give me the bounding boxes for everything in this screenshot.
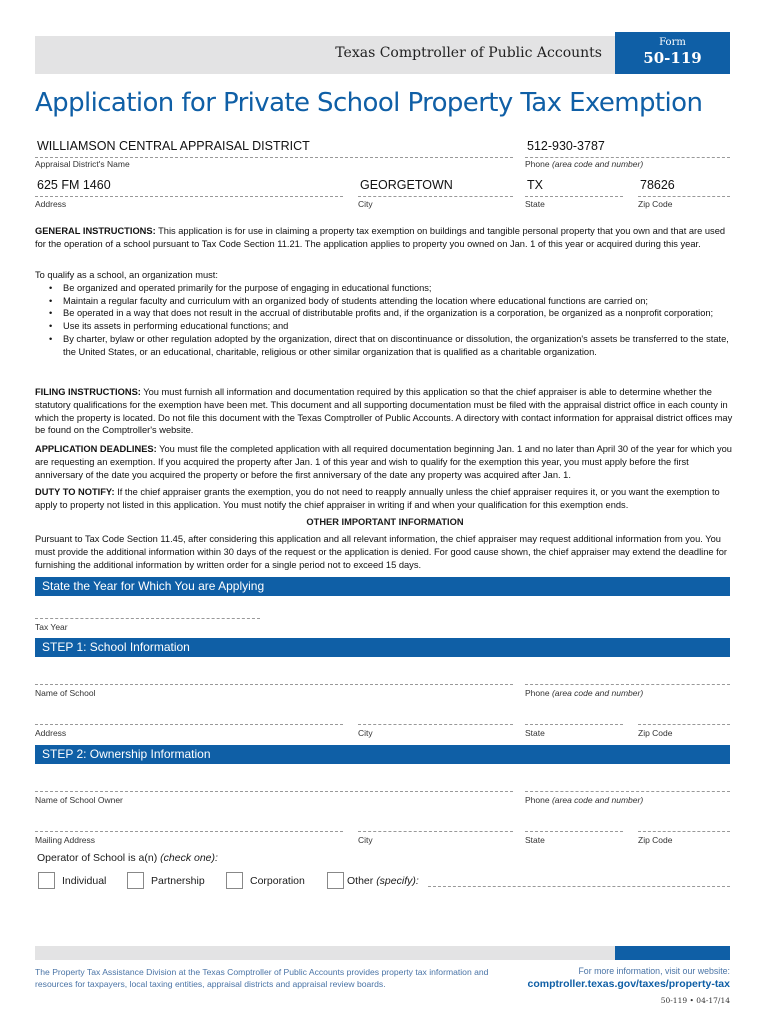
owner-state-label: State	[525, 835, 545, 845]
school-name-label: Name of School	[35, 688, 96, 698]
owner-name-label: Name of School Owner	[35, 795, 123, 805]
school-state-label: State	[525, 728, 545, 738]
owner-city-label: City	[358, 835, 373, 845]
other-checkbox[interactable]	[327, 872, 344, 889]
form-number: 50-119	[643, 49, 702, 67]
owner-phone-input[interactable]	[525, 791, 730, 792]
school-name-input[interactable]	[35, 684, 513, 685]
district-state-value[interactable]: TX	[527, 178, 543, 192]
partnership-label: Partnership	[151, 875, 205, 887]
owner-phone-label: Phone (area code and number)	[525, 795, 644, 805]
mailing-address-label: Mailing Address	[35, 835, 96, 845]
list-item: • Be organized and operated primarily for the purpose of engaging in educational functions;	[47, 282, 735, 295]
district-name-value[interactable]: WILLIAMSON CENTRAL APPRAISAL DISTRICT	[37, 139, 310, 153]
district-zip-value[interactable]: 78626	[640, 178, 675, 192]
partnership-checkbox[interactable]	[127, 872, 144, 889]
owner-state-input[interactable]	[525, 831, 623, 832]
general-instructions: GENERAL INSTRUCTIONS: This application is for use in claiming a property tax exemption on buildings and tangible personal property that you own and that are used for the operation of a school pursuant to Tax Code Section 11.21. The application applies to property you owned on Jan. 1 of this year or acquired during this year.	[35, 226, 726, 249]
district-state-label: State	[525, 199, 545, 209]
footer-website-link[interactable]: comptroller.texas.gov/taxes/property-tax	[527, 978, 730, 990]
owner-city-input[interactable]	[358, 831, 513, 832]
district-phone-line	[525, 157, 730, 158]
other-info-heading: OTHER IMPORTANT INFORMATION	[306, 517, 464, 527]
year-section-header: State the Year for Which You are Applying	[35, 577, 730, 596]
school-address-label: Address	[35, 728, 67, 738]
school-phone-input[interactable]	[525, 684, 730, 685]
school-state-input[interactable]	[525, 724, 623, 725]
list-item: • Use its assets in performing educational functions; and	[47, 320, 735, 333]
district-city-value[interactable]: GEORGETOWN	[360, 178, 453, 192]
school-city-label: City	[358, 728, 373, 738]
form-label: Form	[659, 37, 686, 48]
other-specify-input[interactable]	[428, 886, 730, 887]
individual-checkbox[interactable]	[38, 872, 55, 889]
filing-instructions: FILING INSTRUCTIONS: You must furnish all information and documentation required by this application so that the chief appraiser is able to determine whether the statutory qualifications for the exemption have been met. This document and all supporting documentation must be filed with the appraisal district office in each county in which the property is located. Do not file this document with the Texas Comptroller of Public Accounts. A directory with contact information for appraisal district offices may be found on the Comptroller's website.	[35, 387, 733, 436]
district-name-label: Appraisal District's Name	[35, 159, 130, 169]
operator-prompt: Operator of School is a(n) (check one):	[37, 852, 218, 864]
step1-header: STEP 1: School Information	[35, 638, 730, 657]
footer-accent	[615, 946, 730, 960]
page-title: Application for Private School Property Tax Exemption	[35, 88, 703, 118]
district-name-line	[35, 157, 513, 158]
other-label: Other (specify):	[347, 875, 419, 887]
form-number-box	[615, 32, 730, 74]
district-phone-value[interactable]: 512-930-3787	[527, 139, 605, 153]
mailing-address-input[interactable]	[35, 831, 343, 832]
application-deadlines: APPLICATION DEADLINES: You must file the completed application with all required documentation beginning Jan. 1 and no later than April 30 of the year for which you are requesting an exemption. If you acquired the property after Jan. 1 of this year and wish to qualify for the exemption this year, you must apply before the first anniversary of the date you acquired the property or before the first anniversary of the date any property was acquired after Jan. 1.	[35, 444, 732, 480]
qualify-intro: To qualify as a school, an organization must:	[35, 270, 218, 280]
qualify-list	[47, 282, 735, 359]
corporation-label: Corporation	[250, 875, 305, 887]
district-address-line	[35, 196, 343, 197]
school-address-input[interactable]	[35, 724, 343, 725]
district-address-value[interactable]: 625 FM 1460	[37, 178, 111, 192]
district-address-label: Address	[35, 199, 67, 209]
step2-header: STEP 2: Ownership Information	[35, 745, 730, 764]
tax-year-line[interactable]	[35, 618, 260, 619]
tax-year-label: Tax Year	[35, 622, 68, 632]
district-state-line	[525, 196, 623, 197]
list-item: • By charter, bylaw or other regulation adopted by the organization, direct that on discontinuance or dissolution, the organization's assets be transferred to the state, the United States, or an educational, charitable, religious or other similar organization that is qualified as a charitable organization.	[47, 333, 735, 359]
other-info-text: Pursuant to Tax Code Section 11.45, after considering this application and all relevant information, the chief appraiser may request additional information from you. You must provide the additional information within 30 days of the request or the application is denied. For good cause shown, the chief appraiser may extend the deadline for furnishing the additional information by written order for a single period not to exceed 15 days.	[35, 534, 728, 570]
qualify-section	[35, 269, 735, 359]
list-item: • Maintain a regular faculty and curriculum with an organized body of students attending the location where educational functions are carried on;	[47, 295, 735, 308]
corporation-checkbox[interactable]	[226, 872, 243, 889]
individual-label: Individual	[62, 875, 107, 887]
district-zip-label: Zip Code	[638, 199, 673, 209]
owner-zip-input[interactable]	[638, 831, 730, 832]
footer-form-code: 50-119 • 04-17/14	[660, 996, 730, 1005]
owner-name-input[interactable]	[35, 791, 513, 792]
footer-description: The Property Tax Assistance Division at the Texas Comptroller of Public Accounts provides property tax information and resources for taxpayers, local taxing entities, appraisal districts and appraisal review boards.	[35, 967, 489, 989]
district-zip-line	[638, 196, 730, 197]
agency-name: Texas Comptroller of Public Accounts	[335, 45, 602, 61]
district-city-line	[358, 196, 513, 197]
school-zip-label: Zip Code	[638, 728, 673, 738]
owner-zip-label: Zip Code	[638, 835, 673, 845]
footer-website-intro: For more information, visit our website:	[578, 966, 730, 976]
duty-to-notify: DUTY TO NOTIFY: If the chief appraiser grants the exemption, you do not need to reapply annually unless the chief appraiser requires it, or you want the exemption to apply to property not listed in this application. You must notify the chief appraiser in writing if and when your qualification for this exemption ends.	[35, 487, 720, 510]
school-city-input[interactable]	[358, 724, 513, 725]
district-city-label: City	[358, 199, 373, 209]
school-zip-input[interactable]	[638, 724, 730, 725]
list-item: • Be operated in a way that does not result in the accrual of distributable profits and, if the organization is a corporation, be organized as a nonprofit corporation;	[47, 307, 735, 320]
school-phone-label: Phone (area code and number)	[525, 688, 644, 698]
footer-band	[35, 946, 615, 960]
district-phone-label: Phone (area code and number)	[525, 159, 644, 169]
